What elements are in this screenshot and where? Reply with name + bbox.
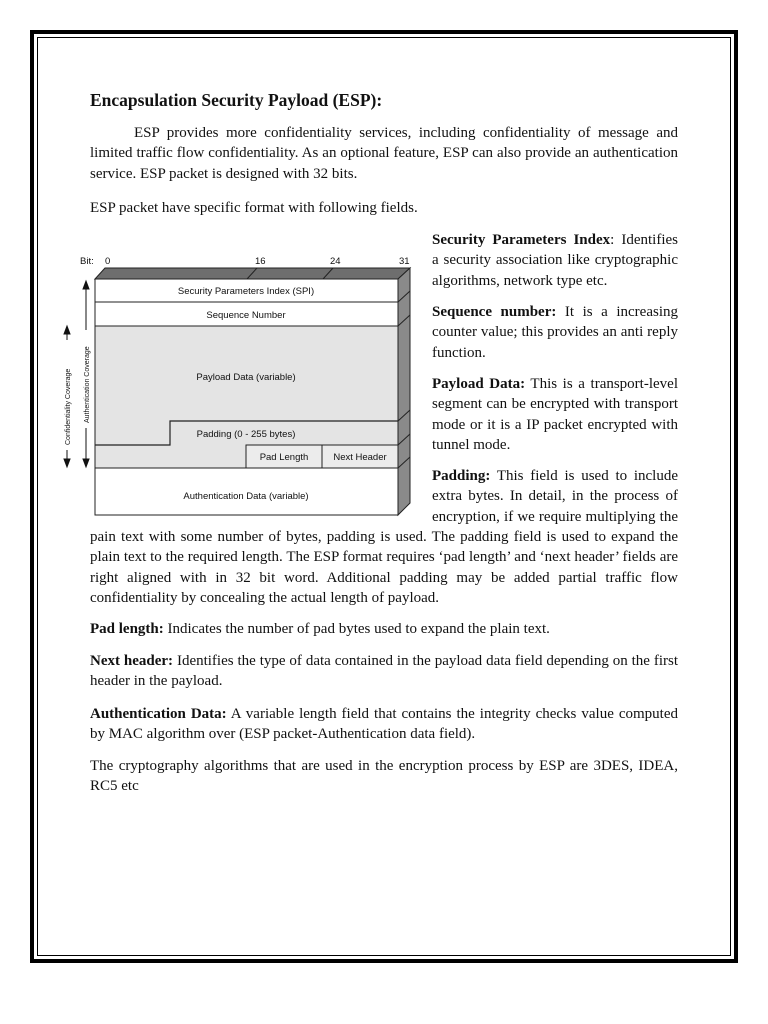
label-padding: Padding (0 - 255 bytes): [196, 429, 296, 440]
bit-0: 0: [105, 256, 111, 267]
label-auth: Authentication Data (variable): [183, 491, 309, 502]
def-payload: Payload Data: This is a transport-level segment can be encrypted with transport mode or it is a IP packet encrypted with tunnel mode.: [432, 376, 678, 454]
confidentiality-coverage-label: Confidentiality Coverage: [65, 368, 72, 445]
label-spi: Security Parameters Index (SPI): [177, 286, 315, 297]
def-spi: Security Parameters Index: Identifies a security association like cryptographic algorithms, network type etc.: [432, 232, 678, 289]
diagram-side-face: [398, 268, 410, 515]
section-title: Encapsulation Security Payload (ESP):: [90, 90, 383, 110]
def-auth: Authentication Data: A variable length field that contains the integrity checks value computed by MAC algorithm over (ESP packet-Authentication data field).: [90, 706, 678, 743]
bit-31: 31: [399, 256, 410, 267]
label-sequence: Sequence Number: [206, 310, 286, 321]
bit-24: 24: [330, 256, 341, 267]
intro-paragraph: ESP provides more confidentiality services, including confidentiality of message and limited traffic flow confidentiality. As an optional feature, ESP can also provide an authentication service. ESP packet is designed with 32 bits.: [90, 125, 678, 182]
bit-16: 16: [255, 256, 266, 267]
label-payload: Payload Data (variable): [196, 372, 296, 383]
closing-paragraph: The cryptography algorithms that are used in the encryption process by ESP are 3DES, IDEA, RC5 etc: [90, 758, 678, 795]
bit-label: Bit:: [80, 256, 94, 267]
def-padding-continuation: pain text with some number of bytes, padding is used. The padding field is used to expand the plain text to the required length. The ESP format requires ‘pad length’ and ‘next header’ fields are right aligned with in 32 bit word. Additional padding may be added partial traffic flow confidentiality by concealing the actual length of payload.: [90, 529, 678, 607]
label-pad-length: Pad Length: [259, 452, 309, 463]
format-intro: ESP packet have specific format with following fields.: [90, 200, 418, 216]
def-pad-length: Pad length: Indicates the number of pad bytes used to expand the plain text.: [90, 621, 550, 637]
def-next-header: Next header: Identifies the type of data contained in the payload data field depending on the first header in the payload.: [90, 653, 679, 690]
authentication-coverage-label: Authentication Coverage: [84, 346, 91, 423]
label-next-header: Next Header: [333, 452, 387, 463]
def-sequence: Sequence number: It is a increasing counter value; this provides an anti reply function.: [432, 304, 678, 361]
def-padding: Padding: This field is used to include extra bytes. In detail, in the process of encryption, if we require multiplying the: [432, 468, 678, 525]
